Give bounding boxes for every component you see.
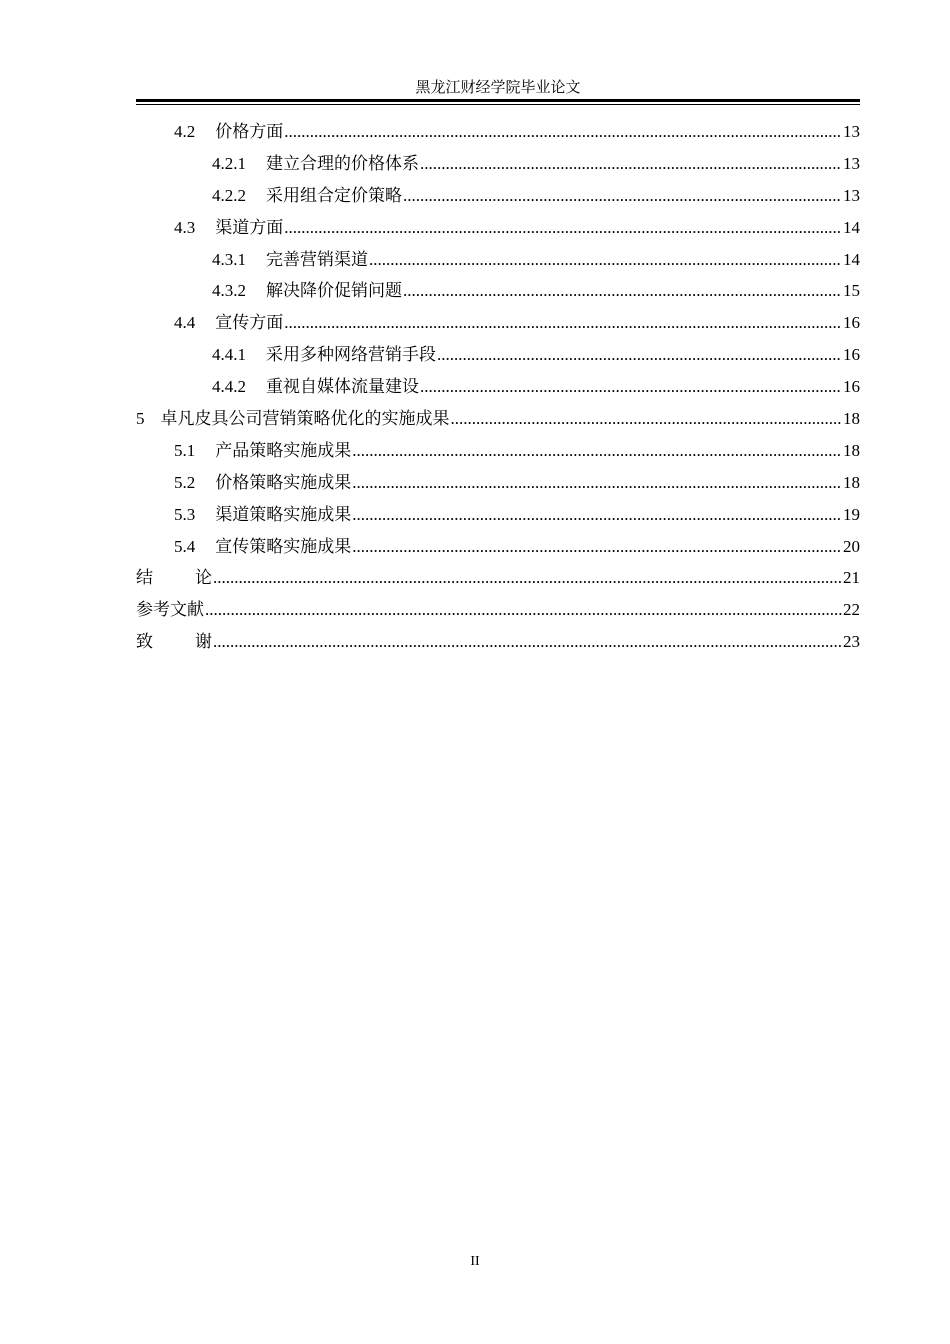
- toc-leader-dots: [284, 212, 842, 244]
- toc-entry[interactable]: [136, 275, 860, 307]
- toc-leader-dots: [352, 499, 842, 531]
- toc-entry-title-spaced: [136, 563, 212, 595]
- toc-entry-title-char: 结: [136, 568, 153, 589]
- toc-entry[interactable]: [136, 626, 860, 658]
- toc-entry-page: 16: [843, 377, 860, 397]
- toc-entry-page: 13: [843, 153, 860, 173]
- toc-leader-dots: [352, 531, 842, 563]
- toc-entry[interactable]: [136, 339, 860, 371]
- toc-entry[interactable]: [136, 212, 860, 244]
- toc-entry-page: 18: [843, 472, 860, 492]
- toc-entry-title: 采用组合定价策略: [266, 185, 402, 206]
- toc-entry-title: 价格方面: [215, 122, 284, 142]
- footer-page-number: II: [470, 1254, 480, 1269]
- toc-leader-dots: [352, 467, 842, 499]
- toc-entry-number: 4.4: [174, 313, 196, 333]
- toc-leader-dots: [403, 180, 842, 212]
- toc-leader-dots: [352, 435, 842, 467]
- toc-entry-number: 5.2: [174, 472, 196, 492]
- toc-entry[interactable]: [136, 594, 860, 626]
- toc-leader-dots: [369, 244, 842, 276]
- toc-entry-title-char: 谢: [195, 632, 212, 653]
- toc-entry[interactable]: [136, 403, 860, 435]
- toc-entry-page: 14: [843, 217, 860, 237]
- toc-entry[interactable]: [136, 180, 860, 212]
- toc-leader-dots: [213, 626, 842, 658]
- toc-leader-dots: [205, 594, 842, 626]
- toc-entry[interactable]: [136, 531, 860, 563]
- toc-entry[interactable]: [136, 244, 860, 276]
- toc-leader-dots: [420, 148, 842, 180]
- toc-entry-number: 4.4.2: [212, 377, 246, 397]
- toc-leader-dots: [420, 371, 842, 403]
- toc-entry-page: 22: [843, 600, 860, 620]
- toc-entry-title: 产品策略实施成果: [215, 440, 352, 461]
- toc-entry-number: 5: [136, 409, 145, 429]
- toc-entry-title: 采用多种网络营销手段: [266, 345, 436, 366]
- header-rule-thin: [136, 104, 860, 105]
- toc-entry[interactable]: [136, 467, 860, 499]
- toc-entry-page: 18: [843, 409, 860, 429]
- toc-entry-title-spaced: [136, 627, 212, 659]
- header-rule-thick: [136, 99, 860, 102]
- toc-leader-dots: [213, 562, 842, 594]
- toc-entry-number: 4.4.1: [212, 345, 246, 365]
- toc-entry-title: 渠道方面: [215, 217, 284, 238]
- toc-entry-title: 重视自媒体流量建设: [266, 377, 419, 398]
- toc-entry-number: 4.2.2: [212, 185, 246, 205]
- toc-entry-number: 5.3: [174, 504, 196, 524]
- toc-entry[interactable]: [136, 116, 860, 148]
- toc-entry-title: 宣传策略实施成果: [215, 536, 352, 557]
- toc-leader-dots: [284, 307, 842, 339]
- table-of-contents: [136, 116, 860, 658]
- toc-entry[interactable]: [136, 562, 860, 594]
- toc-entry-page: 13: [843, 185, 860, 205]
- toc-leader-dots: [403, 275, 842, 307]
- running-header-title: 黑龙江财经学院毕业论文: [415, 78, 581, 96]
- toc-leader-dots: [284, 116, 842, 148]
- toc-entry[interactable]: [136, 307, 860, 339]
- toc-entry-number: 4.3.2: [212, 281, 246, 301]
- toc-entry[interactable]: [136, 371, 860, 403]
- toc-entry-title: 完善营销渠道: [266, 249, 368, 270]
- toc-entry-title: 价格策略实施成果: [215, 472, 352, 493]
- toc-entry-title: 参考文献: [136, 600, 204, 621]
- toc-entry-page: 16: [843, 345, 860, 365]
- toc-entry-page: 13: [843, 122, 860, 141]
- toc-entry-title: 渠道策略实施成果: [215, 504, 352, 525]
- toc-entry-page: 19: [843, 504, 860, 524]
- toc-entry-page: 16: [843, 313, 860, 333]
- toc-entry-title-char: 致: [136, 632, 153, 653]
- toc-entry-number: 4.3.1: [212, 249, 246, 269]
- toc-entry-title: 解决降价促销问题: [266, 281, 402, 302]
- toc-entry-page: 15: [843, 281, 860, 301]
- toc-entry-number: 5.1: [174, 440, 196, 460]
- toc-entry-page: 14: [843, 249, 860, 269]
- toc-entry-title: 卓凡皮具公司营销策略优化的实施成果: [160, 409, 450, 430]
- toc-entry-page: 20: [843, 536, 860, 556]
- toc-entry-page: 23: [843, 632, 860, 652]
- toc-leader-dots: [437, 339, 842, 371]
- toc-entry-number: 4.2: [174, 122, 196, 141]
- toc-entry[interactable]: [136, 499, 860, 531]
- toc-entry-number: 4.3: [174, 217, 196, 237]
- toc-entry-title: 建立合理的价格体系: [266, 153, 419, 174]
- toc-leader-dots: [451, 403, 843, 435]
- toc-entry[interactable]: [136, 435, 860, 467]
- toc-entry-number: 5.4: [174, 536, 196, 556]
- toc-entry[interactable]: [136, 148, 860, 180]
- toc-entry-number: 4.2.1: [212, 153, 246, 173]
- toc-entry-title: 宣传方面: [215, 313, 284, 334]
- toc-entry-page: 21: [843, 568, 860, 588]
- toc-entry-title-char: 论: [195, 568, 212, 589]
- toc-entry-page: 18: [843, 440, 860, 460]
